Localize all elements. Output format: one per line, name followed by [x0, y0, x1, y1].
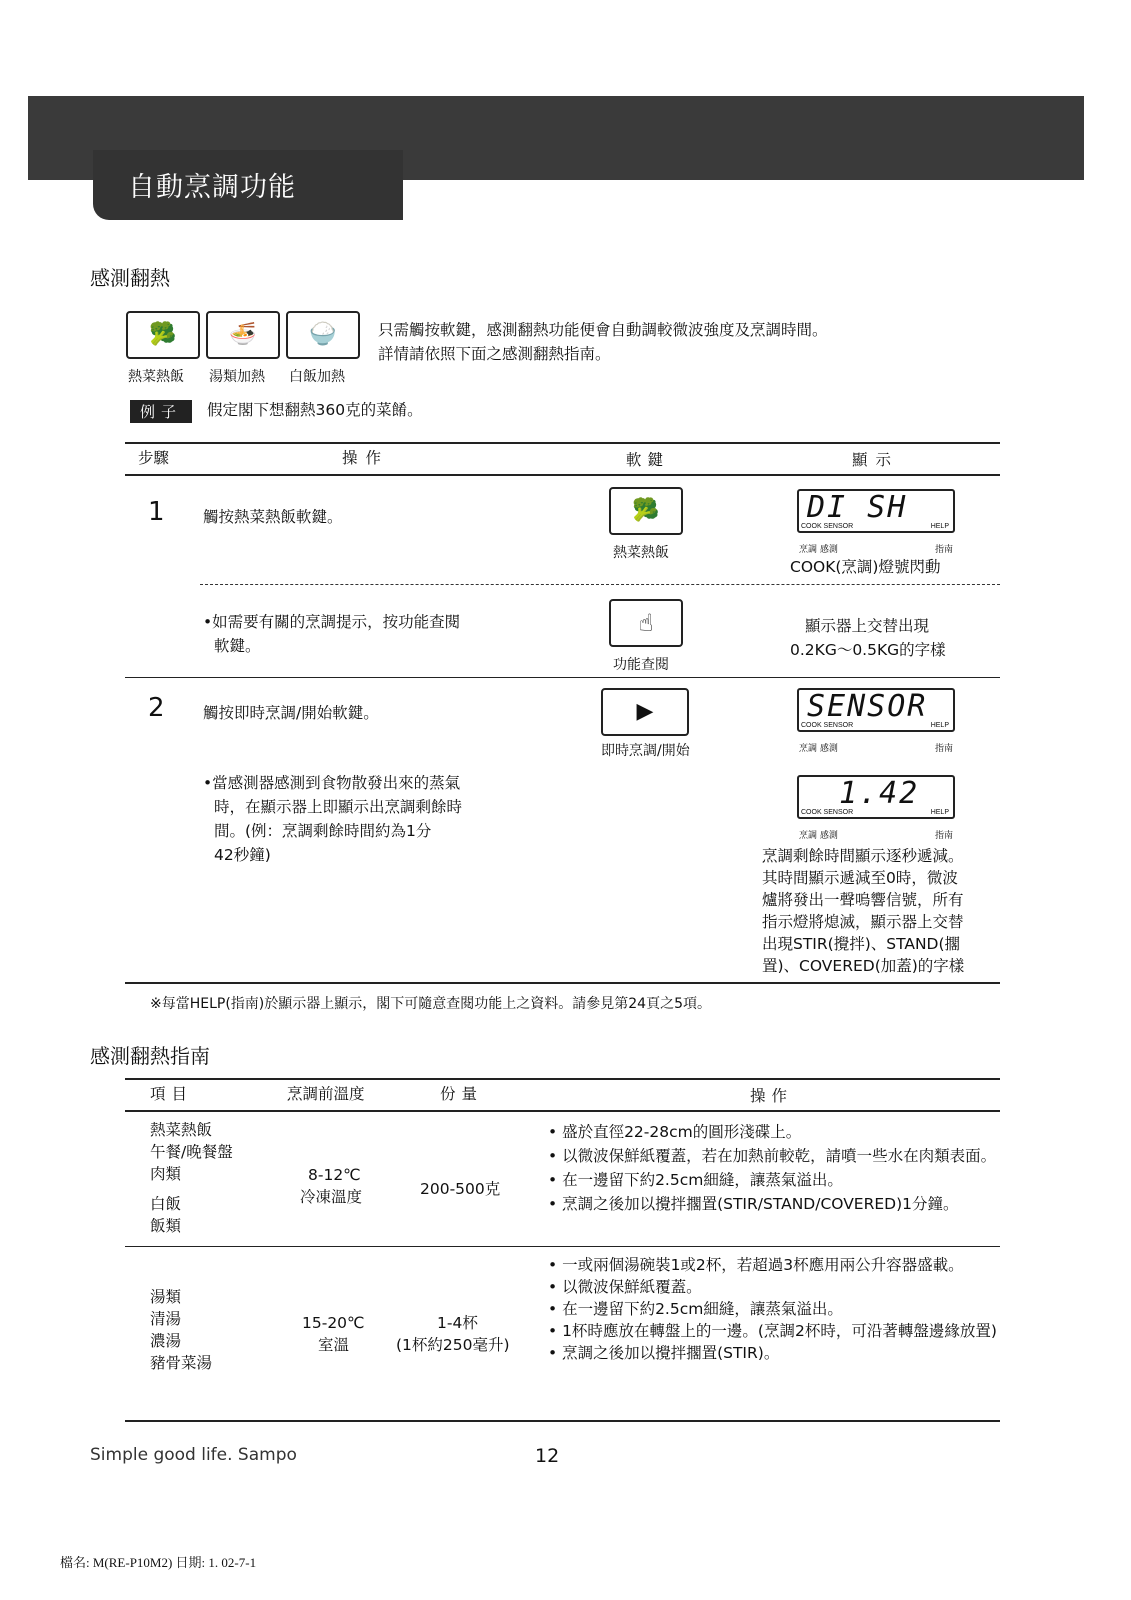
intro-line-2: 詳情請依照下面之感測翻熱指南。 — [378, 345, 611, 363]
step1-display-note: COOK(烹調)燈號閃動 — [790, 558, 941, 576]
section-title-sensor-reheat: 感測翻熱 — [90, 266, 170, 290]
row1-item: 熱菜熱飯 — [150, 1121, 213, 1139]
row2-op: • 以微波保鮮紙覆蓋。 — [548, 1278, 702, 1296]
key-label-dish: 熱菜熱飯 — [128, 369, 184, 385]
file-info: 檔名: M(RE-P10M2) 日期: 1. 02-7-1 — [60, 1555, 257, 1570]
row1-item: 白飯 — [150, 1195, 182, 1213]
guide-header-rule — [125, 1110, 1000, 1112]
guide-row-divider — [125, 1246, 1000, 1247]
row2-amount-1: 1-4杯 — [437, 1314, 478, 1332]
row2-item: 湯類 — [150, 1288, 182, 1306]
lcd-help: HELP — [930, 722, 949, 729]
header-operation: 操作 — [342, 449, 390, 467]
step2-display-line-4: 指示燈將熄滅，顯示器上交替 — [762, 913, 964, 931]
step2-sub-line-2: 時，在顯示器上即顯示出烹調剩餘時 — [214, 798, 463, 816]
step1-key — [609, 487, 683, 535]
key-label-rice: 白飯加熱 — [289, 369, 345, 385]
row1-item: 飯類 — [150, 1217, 182, 1235]
reheat-dish-key — [126, 311, 200, 359]
row1-temp-2: 冷凍溫度 — [300, 1188, 363, 1206]
page-title: 自動烹調功能 — [128, 172, 296, 203]
lcd-under-left: 烹調 感測 — [799, 831, 838, 841]
header-step: 步驟 — [138, 449, 170, 467]
header-bottom-rule — [125, 474, 1000, 476]
guide-header-amount: 份量 — [440, 1085, 484, 1103]
row1-op: • 以微波保鮮紙覆蓋，若在加熱前較乾，請噴一些水在肉類表面。 — [548, 1147, 997, 1165]
step1-sub-line-2: 軟鍵。 — [214, 637, 261, 655]
step1-key-label: 熱菜熱飯 — [613, 545, 669, 561]
lcd-under-left: 烹調 感測 — [799, 545, 838, 555]
row2-op: • 一或兩個湯碗裝1或2杯，若超過3杯應用兩公升容器盛載。 — [548, 1256, 964, 1274]
row2-temp-2: 室溫 — [318, 1336, 350, 1354]
lcd-cook-sensor: COOK SENSOR — [801, 523, 854, 530]
step1-sub-display-2: 0.2KG～0.5KG的字樣 — [790, 641, 946, 659]
soup-key — [206, 311, 280, 359]
step2-display-line-6: 置)、COVERED(加蓋)的字樣 — [762, 957, 965, 975]
soup-bowl-icon: 🍜 — [229, 322, 257, 347]
help-key — [609, 599, 683, 647]
start-key — [601, 688, 689, 736]
lcd-help: HELP — [930, 523, 949, 530]
lcd-under-right: 指南 — [934, 831, 953, 841]
help-note: ※每當HELP(指南)於顯示器上顯示，閣下可隨意查閱功能上之資料。請參見第24頁之5項。 — [150, 996, 711, 1012]
lcd-display-time — [797, 775, 955, 819]
lcd-text: SENSOR — [807, 689, 928, 724]
step2-display-line-2: 其時間顯示遞減至0時，微波 — [762, 869, 958, 887]
rice-bowl-icon: 🍚 — [309, 322, 337, 347]
row1-op: • 烹調之後加以攪拌擱置(STIR/STAND/COVERED)1分鐘。 — [548, 1195, 959, 1213]
lcd-under-right: 指南 — [934, 744, 953, 754]
dashed-divider — [200, 584, 1000, 585]
row2-op: • 1杯時應放在轉盤上的一邊。(烹調2杯時，可沿著轉盤邊緣放置) — [548, 1322, 997, 1340]
play-icon: ▶ — [636, 699, 654, 724]
key-label-soup: 湯類加熱 — [209, 369, 265, 385]
row2-item: 濃湯 — [150, 1332, 182, 1350]
rice-key — [286, 311, 360, 359]
row1-op: • 在一邊留下約2.5cm細縫，讓蒸氣溢出。 — [548, 1171, 843, 1189]
example-text: 假定閣下想翻熱360克的菜餚。 — [207, 401, 423, 419]
lcd-under-left: 烹調 感測 — [799, 744, 838, 754]
lcd-cook-sensor: COOK SENSOR — [801, 722, 854, 729]
step-divider — [125, 677, 1000, 678]
step1-sub-display-1: 顯示器上交替出現 — [805, 617, 930, 635]
guide-top-rule — [125, 1078, 1000, 1080]
step1-sub-line-1: •如需要有關的烹調提示，按功能查閱 — [203, 613, 461, 631]
section-title-guide: 感測翻熱指南 — [90, 1044, 210, 1068]
row2-operations — [548, 1254, 1003, 1364]
row1-item: 午餐/晚餐盤 — [150, 1143, 233, 1161]
step2-display-line-5: 出現STIR(攪拌)、STAND(擱 — [762, 935, 961, 953]
lcd-display-dish — [797, 489, 955, 533]
lcd-text: DI SH — [807, 490, 908, 525]
row1-temp-1: 8-12℃ — [308, 1166, 361, 1184]
lcd-text: 1.42 — [839, 776, 920, 811]
lcd-display-sensor — [797, 688, 955, 732]
row2-amount-2: (1杯約250毫升) — [396, 1336, 510, 1354]
table-top-rule — [125, 442, 1000, 444]
step2-sub-line-4: 42秒鐘) — [214, 846, 271, 864]
intro-line-1: 只需觸按軟鍵，感測翻熱功能便會自動調較微波強度及烹調時間。 — [378, 321, 828, 339]
example-badge: 例子 — [130, 400, 192, 423]
table-bottom-rule — [125, 982, 1000, 984]
step2-sub-line-3: 間。(例：烹調剩餘時間約為1分 — [214, 822, 432, 840]
hand-pointer-icon: ☝ — [638, 609, 654, 637]
row1-items — [150, 1119, 233, 1237]
row2-item: 清湯 — [150, 1310, 182, 1328]
header-key: 軟鍵 — [626, 451, 670, 469]
row2-op: • 烹調之後加以攪拌擱置(STIR)。 — [548, 1344, 780, 1362]
lcd-help: HELP — [930, 809, 949, 816]
step-number-2: 2 — [148, 693, 165, 723]
guide-header-operation: 操作 — [750, 1087, 794, 1105]
lcd-cook-sensor: COOK SENSOR — [801, 809, 854, 816]
lcd-under-right: 指南 — [934, 545, 953, 555]
guide-header-temp: 烹調前溫度 — [287, 1085, 365, 1103]
start-key-label: 即時烹調/開始 — [601, 743, 690, 759]
row1-amount: 200-500克 — [420, 1180, 501, 1198]
step2-display-line-3: 爐將發出一聲嗚響信號，所有 — [762, 891, 964, 909]
vegetables-icon: 🥦 — [632, 498, 660, 523]
brand-slogan: Simple good life. Sampo — [90, 1445, 297, 1465]
step2-display-line-1: 烹調剩餘時間顯示逐秒遞減。 — [762, 847, 964, 865]
header-display: 顯示 — [852, 451, 900, 469]
row1-op: • 盛於直徑22-28cm的圓形淺碟上。 — [548, 1123, 802, 1141]
row2-op: • 在一邊留下約2.5cm細縫，讓蒸氣溢出。 — [548, 1300, 843, 1318]
row2-item: 豬骨菜湯 — [150, 1354, 213, 1372]
step2-action: 觸按即時烹調/開始軟鍵。 — [203, 704, 379, 722]
row2-temp-1: 15-20℃ — [302, 1314, 365, 1332]
guide-header-item: 項目 — [150, 1085, 194, 1103]
page-number: 12 — [535, 1445, 560, 1467]
step2-sub-line-1: •當感測器感測到食物散發出來的蒸氣 — [203, 774, 461, 792]
step-number-1: 1 — [148, 497, 165, 527]
help-key-label: 功能查閱 — [613, 657, 669, 673]
row1-operations — [548, 1120, 1003, 1216]
row2-items — [150, 1286, 212, 1374]
guide-bottom-rule — [125, 1420, 1000, 1422]
row1-item: 肉類 — [150, 1165, 182, 1183]
vegetables-icon: 🥦 — [149, 322, 177, 347]
step1-action: 觸按熱菜熱飯軟鍵。 — [203, 508, 343, 526]
